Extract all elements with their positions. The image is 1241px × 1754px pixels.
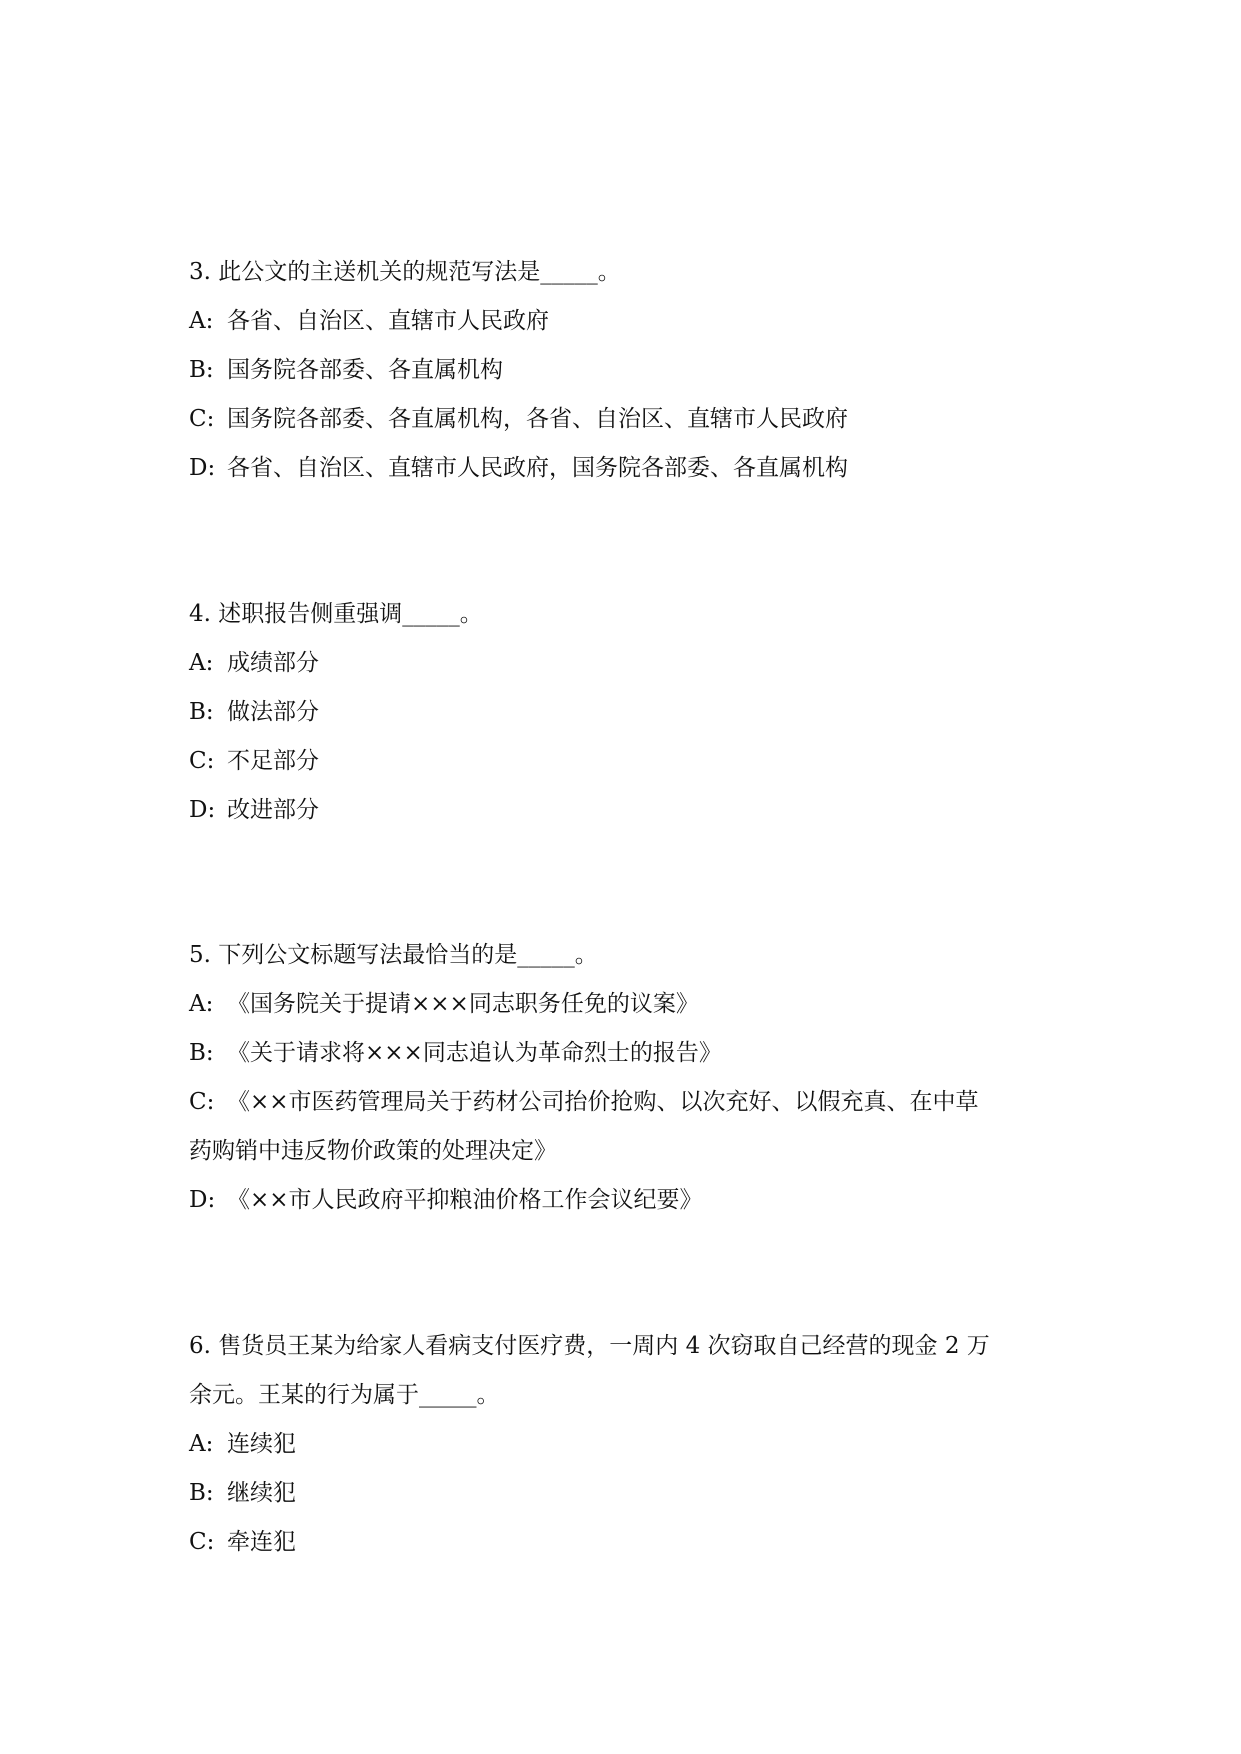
option-label: D: [189, 797, 216, 823]
option-text: 《××市人民政府平抑粮油价格工作会议纪要》 [227, 1187, 703, 1213]
option-b [189, 1469, 1059, 1518]
option-label: B: [189, 1480, 214, 1506]
option-text: 连续犯 [227, 1431, 296, 1457]
question-stem-continued: 余元。王某的行为属于_____。 [189, 1382, 500, 1408]
option-b [189, 1029, 1059, 1078]
option-label: A: [189, 650, 214, 676]
question-stem: 5. 下列公文标题写法最恰当的是_____。 [189, 942, 598, 968]
option-c [189, 395, 1059, 444]
option-c-continued [189, 1127, 1059, 1176]
question-3 [189, 248, 1059, 493]
option-label: B: [189, 1040, 214, 1066]
option-label: A: [189, 991, 214, 1017]
option-label: B: [189, 699, 214, 725]
question-stem: 3. 此公文的主送机关的规范写法是_____。 [189, 259, 621, 285]
option-label: C: [189, 1089, 215, 1115]
question-stem: 6. 售货员王某为给家人看病支付医疗费，一周内 4 次窃取自己经营的现金 2 万 [189, 1333, 990, 1359]
option-label: D: [189, 455, 216, 481]
question-stem: 4. 述职报告侧重强调_____。 [189, 601, 483, 627]
option-text: 各省、自治区、直辖市人民政府，国务院各部委、各直属机构 [227, 455, 848, 481]
option-c [189, 1078, 1059, 1127]
option-text: 药购销中违反物价政策的处理决定》 [189, 1138, 557, 1164]
option-text: 《关于请求将×××同志追认为革命烈士的报告》 [227, 1040, 722, 1066]
option-a [189, 297, 1059, 346]
option-text: 国务院各部委、各直属机构，各省、自治区、直辖市人民政府 [227, 406, 848, 432]
option-label: A: [189, 1431, 214, 1457]
option-label: A: [189, 308, 214, 334]
option-d [189, 444, 1059, 493]
option-text: 成绩部分 [227, 650, 319, 676]
option-text: 《××市医药管理局关于药材公司抬价抢购、以次充好、以假充真、在中草 [227, 1089, 979, 1115]
option-d [189, 1176, 1059, 1225]
option-b [189, 346, 1059, 395]
option-text: 不足部分 [227, 748, 319, 774]
option-text: 继续犯 [227, 1480, 296, 1506]
option-text: 做法部分 [227, 699, 319, 725]
option-label: C: [189, 1529, 215, 1555]
option-label: C: [189, 406, 215, 432]
option-a [189, 1420, 1059, 1469]
option-label: D: [189, 1187, 216, 1213]
question-5 [189, 931, 1059, 1225]
option-b [189, 688, 1059, 737]
option-a [189, 639, 1059, 688]
option-text: 牵连犯 [227, 1529, 296, 1555]
option-d [189, 786, 1059, 835]
option-label: B: [189, 357, 214, 383]
option-a [189, 980, 1059, 1029]
option-c [189, 737, 1059, 786]
question-4 [189, 590, 1059, 835]
option-text: 国务院各部委、各直属机构 [227, 357, 503, 383]
option-label: C: [189, 748, 215, 774]
option-text: 各省、自治区、直辖市人民政府 [227, 308, 549, 334]
option-text: 改进部分 [227, 797, 319, 823]
option-c [189, 1518, 1059, 1567]
option-text: 《国务院关于提请×××同志职务任免的议案》 [227, 991, 699, 1017]
question-6 [189, 1322, 1059, 1567]
